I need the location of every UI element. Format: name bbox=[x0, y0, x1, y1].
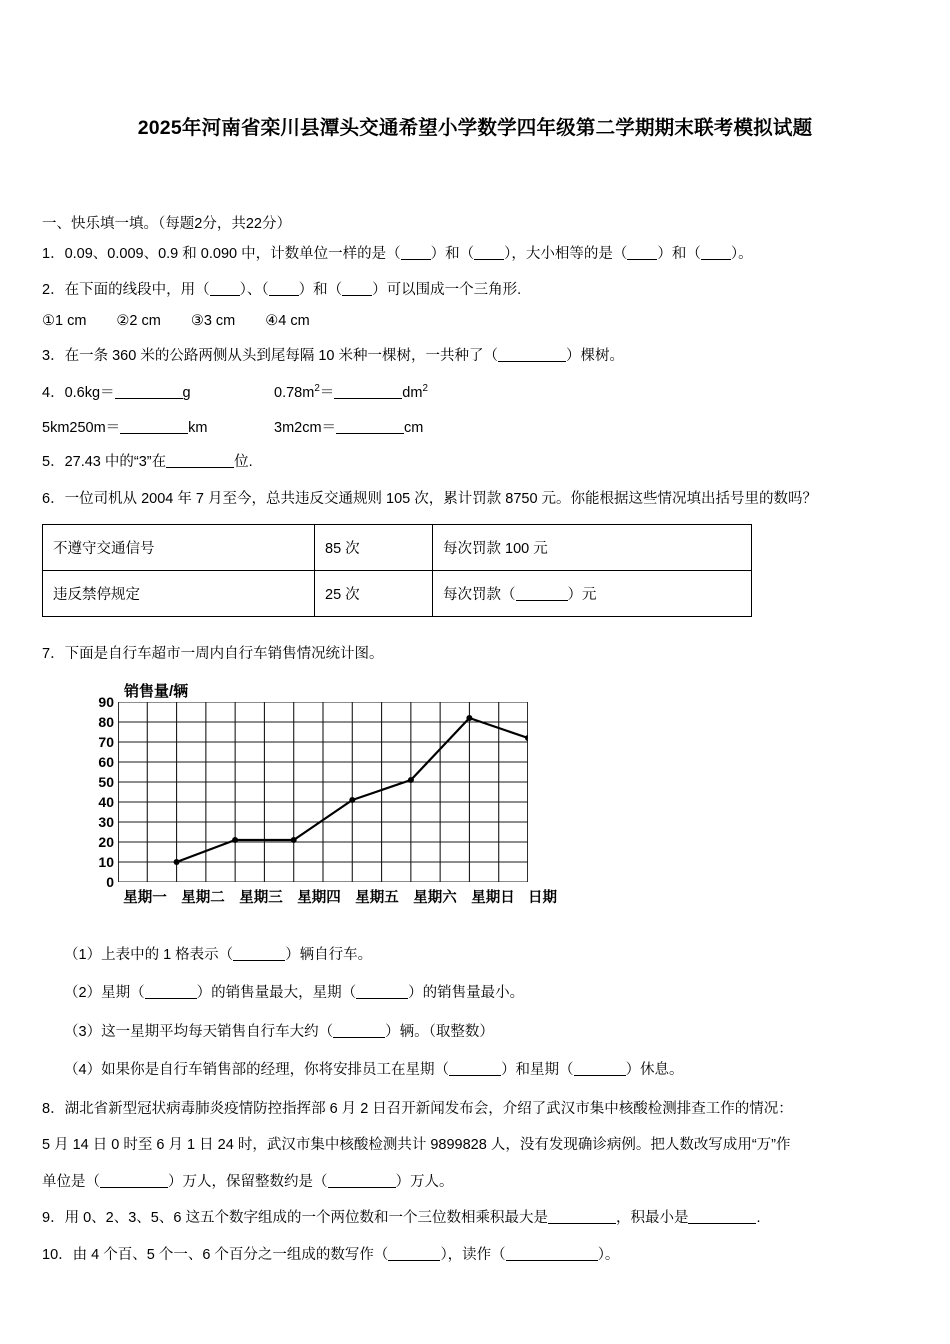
q7-s4-tail: ）休息。 bbox=[625, 1062, 684, 1079]
violation-count-cell: 25 次 bbox=[315, 571, 433, 617]
question-9 bbox=[42, 1207, 908, 1229]
blank-q1-b[interactable] bbox=[474, 246, 504, 260]
chart-x-tick: 星期六 bbox=[413, 889, 457, 906]
question-2 bbox=[42, 279, 908, 301]
blank-q10-a[interactable] bbox=[388, 1247, 440, 1261]
table-row bbox=[43, 571, 752, 617]
page-title: 2025年河南省栾川县潭头交通希望小学数学四年级第二学期期末联考模拟试题 bbox=[137, 117, 813, 139]
q7-s2-lead: （2）星期（ bbox=[64, 985, 145, 1002]
question-2-mid2: ）和（ bbox=[298, 282, 343, 299]
traffic-fine-table bbox=[42, 524, 752, 617]
fine-lead-text: 每次罚款（ bbox=[443, 587, 516, 604]
q10-mid: ），读作（ bbox=[440, 1246, 506, 1263]
chart-grid bbox=[118, 702, 528, 882]
question-10 bbox=[42, 1244, 908, 1266]
question-4-b-lead: 0.78m bbox=[274, 385, 315, 402]
table-row bbox=[43, 525, 752, 571]
blank-q4-a[interactable] bbox=[115, 386, 183, 400]
question-8-line-3 bbox=[42, 1171, 908, 1193]
q7-s4-lead: （4）如果你是自行车销售部的经理，你将安排员工在星期（ bbox=[64, 1062, 450, 1079]
blank-q2-a[interactable] bbox=[210, 283, 240, 297]
question-4-c-tail: km bbox=[188, 420, 208, 437]
chart-x-tick-group bbox=[116, 886, 586, 907]
q7-s1-lead: （1）上表中的 1 格表示（ bbox=[64, 946, 234, 963]
chart-y-tick: 40 bbox=[98, 793, 114, 810]
question-8-line-2: 5 月 14 日 0 时至 6 月 1 日 24 时，武汉市集中核酸检测共计 9899828 人，没有发现确诊病例。把人数改写成用“万”作 bbox=[42, 1137, 791, 1154]
question-4-eq-b bbox=[274, 381, 428, 402]
chart-y-tick: 10 bbox=[98, 853, 114, 870]
question-3-lead: 3．在一条 360 米的公路两侧从头到尾每隔 10 米种一棵树，一共种了（ bbox=[42, 347, 498, 364]
question-4-eq-a bbox=[42, 381, 274, 402]
chart-svg bbox=[118, 702, 528, 882]
q8-l3-mid: ）万人，保留整数约是（ bbox=[168, 1173, 328, 1190]
blank-q1-d[interactable] bbox=[701, 246, 731, 260]
chart-x-tick: 星期五 bbox=[355, 889, 399, 906]
chart-y-tick: 70 bbox=[98, 733, 114, 750]
blank-q7-2b[interactable] bbox=[356, 986, 408, 1000]
q10-tail: ）。 bbox=[597, 1246, 620, 1263]
question-8-line-1: 8．湖北省新型冠状病毒肺炎疫情防控指挥部 6 月 2 日召开新闻发布会，介绍了武汉市集中核酸检测排查工作的情况： bbox=[42, 1100, 793, 1117]
question-4-d-tail: cm bbox=[404, 420, 424, 437]
question-4-b-eq: ＝ bbox=[319, 385, 335, 402]
blank-q1-a[interactable] bbox=[401, 246, 431, 260]
blank-q3-a[interactable] bbox=[498, 348, 566, 362]
chart-x-tick: 星期一 bbox=[123, 889, 167, 906]
violation-fine-cell: 每次罚款 100 元 bbox=[433, 525, 752, 571]
option-2: ②2 cm bbox=[116, 312, 161, 329]
question-1-mid1: ）和（ bbox=[430, 246, 475, 262]
q7-s4-mid: ）和星期（ bbox=[501, 1062, 574, 1079]
question-1-lead: 1．0.09、0.009、0.9 和 0.090 中，计数单位一样的是（ bbox=[42, 246, 401, 262]
question-3-tail: ）棵树。 bbox=[566, 347, 624, 364]
question-4-a-lead: 4．0.6kg＝ bbox=[42, 385, 115, 402]
q10-lead: 10．由 4 个百、5 个一、6 个百分之一组成的数写作（ bbox=[42, 1246, 389, 1263]
question-4-b-tail-sup: 2 bbox=[422, 383, 428, 395]
blank-q2-b[interactable] bbox=[269, 283, 299, 297]
violation-fine-cell bbox=[433, 571, 752, 617]
violation-type-cell: 违反禁停规定 bbox=[43, 571, 315, 617]
chart-y-tick: 0 bbox=[106, 873, 114, 890]
question-1-mid3: ）和（ bbox=[657, 246, 701, 262]
chart-x-tick: 星期二 bbox=[181, 889, 225, 906]
q7-s3-lead: （3）这一星期平均每天销售自行车大约（ bbox=[64, 1023, 334, 1040]
blank-q7-1[interactable] bbox=[233, 947, 285, 961]
chart-x-axis-label: 日期 bbox=[528, 889, 557, 906]
blank-q7-4a[interactable] bbox=[449, 1062, 501, 1076]
q9-tail: . bbox=[756, 1210, 761, 1227]
question-6: 6．一位司机从 2004 年 7 月至今，总共违反交通规则 105 次，累计罚款 8750 元。你能根据这些情况填出括号里的数吗？ bbox=[42, 490, 818, 507]
question-4-b-sup: 2 bbox=[314, 383, 320, 395]
chart-y-tick-group bbox=[78, 693, 114, 890]
blank-q10-b[interactable] bbox=[506, 1247, 598, 1261]
violation-type-cell: 不遵守交通信号 bbox=[43, 525, 315, 571]
chart-y-tick: 50 bbox=[98, 773, 114, 790]
blank-q8-a[interactable] bbox=[100, 1174, 168, 1188]
q9-lead: 9．用 0、2、3、5、6 这五个数字组成的一个两位数和一个三位数相乘积最大是 bbox=[42, 1210, 548, 1227]
blank-q4-b[interactable] bbox=[334, 386, 402, 400]
question-2-options bbox=[42, 313, 908, 329]
question-1 bbox=[42, 243, 908, 265]
question-4-eq-c bbox=[42, 416, 274, 437]
question-7-sub-4 bbox=[64, 1059, 908, 1081]
option-3: ③3 cm bbox=[190, 312, 236, 329]
blank-q7-2a[interactable] bbox=[145, 986, 197, 1000]
option-1: ①1 cm bbox=[42, 312, 87, 329]
blank-q6-fine[interactable] bbox=[516, 588, 568, 602]
blank-q5-a[interactable] bbox=[166, 455, 234, 469]
question-4-d-lead: 3m2cm＝ bbox=[274, 420, 337, 437]
q7-s2-mid: ）的销售量最大，星期（ bbox=[196, 985, 357, 1002]
blank-q9-a[interactable] bbox=[548, 1210, 616, 1224]
bicycle-sales-line-chart bbox=[60, 680, 580, 920]
question-5 bbox=[42, 451, 908, 473]
question-5-lead: 5．27.43 中的“3”在 bbox=[42, 454, 167, 471]
question-1-tail: ）。 bbox=[730, 246, 753, 262]
question-3 bbox=[42, 345, 908, 367]
blank-q9-b[interactable] bbox=[688, 1210, 756, 1224]
chart-y-tick: 80 bbox=[98, 713, 114, 730]
chart-y-tick: 60 bbox=[98, 753, 114, 770]
violation-count-cell: 85 次 bbox=[315, 525, 433, 571]
option-4: ④4 cm bbox=[265, 312, 310, 329]
question-7-sub-3 bbox=[64, 1021, 908, 1043]
question-2-tail: ）可以围成一个三角形. bbox=[372, 282, 522, 299]
q8-l3-lead: 单位是（ bbox=[42, 1173, 100, 1190]
blank-q4-c[interactable] bbox=[120, 421, 188, 435]
question-2-mid1: ）、（ bbox=[239, 282, 269, 299]
question-4-b-tail: dm bbox=[402, 385, 423, 402]
question-7: 7．下面是自行车超市一周内自行车销售情况统计图。 bbox=[42, 646, 384, 663]
blank-q7-3[interactable] bbox=[333, 1024, 385, 1038]
question-4-eq-d bbox=[274, 416, 423, 437]
blank-q4-d[interactable] bbox=[336, 421, 404, 435]
question-7-sub-1 bbox=[64, 944, 908, 966]
blank-q1-c[interactable] bbox=[627, 246, 657, 260]
q7-s2-tail: ）的销售量最小。 bbox=[408, 985, 525, 1002]
chart-x-tick: 星期日 bbox=[471, 889, 515, 906]
question-4-row-2 bbox=[42, 416, 908, 437]
chart-y-tick: 30 bbox=[98, 813, 114, 830]
chart-y-axis-label: 销售量/辆 bbox=[124, 682, 189, 700]
question-4-row-1 bbox=[42, 381, 908, 402]
question-4-c-lead: 5km250m＝ bbox=[42, 420, 121, 437]
question-5-tail: 位. bbox=[234, 454, 253, 471]
q7-s1-tail: ）辆自行车。 bbox=[285, 946, 373, 963]
chart-x-tick: 星期三 bbox=[239, 889, 283, 906]
blank-q8-b[interactable] bbox=[328, 1174, 396, 1188]
chart-x-tick: 星期四 bbox=[297, 889, 341, 906]
q9-mid: ，积最小是 bbox=[615, 1210, 689, 1227]
question-1-mid2: ），大小相等的是（ bbox=[504, 246, 628, 262]
blank-q7-4b[interactable] bbox=[574, 1062, 626, 1076]
fine-tail-text: ）元 bbox=[567, 587, 597, 604]
section-heading-fill-in: 一、快乐填一填。（每题2分，共22分） bbox=[42, 216, 291, 232]
chart-plot-area bbox=[118, 702, 528, 882]
q8-l3-tail: ）万人。 bbox=[395, 1173, 454, 1190]
question-2-lead: 2．在下面的线段中，用（ bbox=[42, 282, 210, 299]
blank-q2-c[interactable] bbox=[342, 283, 372, 297]
chart-y-tick: 20 bbox=[98, 833, 114, 850]
q7-s3-tail: ）辆。（取整数） bbox=[385, 1023, 494, 1040]
question-4-a-tail: g bbox=[182, 385, 191, 402]
chart-y-tick: 90 bbox=[98, 693, 114, 710]
question-7-sub-2 bbox=[64, 982, 908, 1004]
